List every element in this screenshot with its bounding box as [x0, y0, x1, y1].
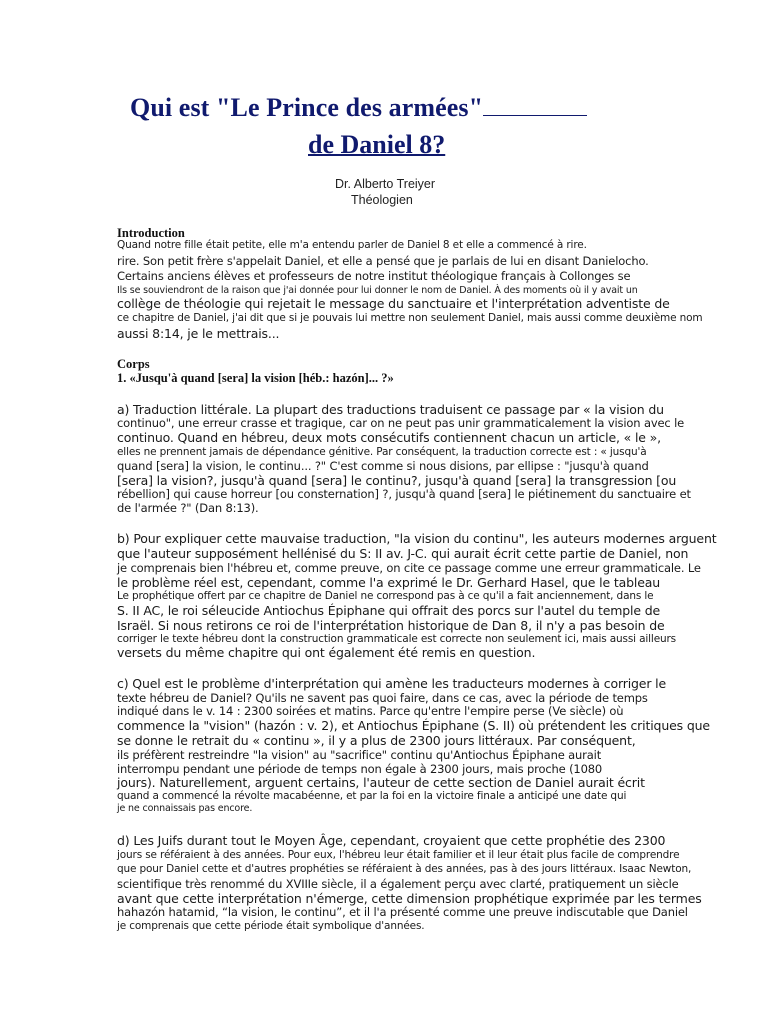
author-role: Théologien — [351, 193, 413, 207]
paragraph-b-line: b) Pour expliquer cette mauvaise traduction, "la vision du continu", les auteurs modernes arguent — [117, 531, 717, 546]
paragraph-c-line: indiqué dans le v. 14 : 2300 soirées et matins. Parce qu'entre l'empire perse (Ve siècle) où — [117, 704, 624, 718]
intro-line: collège de théologie qui rejetait le message du sanctuaire et l'interprétation adventiste de — [117, 296, 670, 311]
paragraph-c-line: se donne le retrait du « continu », il y a plus de 2300 jours littéraux. Par conséquent, — [117, 733, 636, 748]
paragraph-a-line: elles ne prennent jamais de dépendance génitive. Par conséquent, la traduction correcte est : « jusqu'à — [117, 446, 647, 458]
paragraph-a-line: rébellion] qui cause horreur [ou consternation] ?, jusqu'à quand [sera] le piétinement du sanctuaire et — [117, 487, 691, 501]
paragraph-a-line: continuo. Quand en hébreu, deux mots consécutifs contiennent chacun un article, « le », — [117, 430, 661, 445]
paragraph-b-line: versets du même chapitre qui ont également été remis en question. — [117, 645, 536, 660]
corps-heading: Corps — [117, 357, 150, 371]
title-line-2: de Daniel 8? — [308, 130, 446, 159]
paragraph-d-line: je comprenais que cette période était symbolique d'années. — [117, 920, 425, 932]
paragraph-a-line: continuo", une erreur crasse et tragique, car on ne peut pas unir grammaticalement la vision avec le — [117, 416, 685, 430]
paragraph-b-line: Le prophétique offert par ce chapitre de Daniel ne correspond pas à ce qu'il a fait anciennement, dans le — [117, 590, 654, 602]
paragraph-c-line: ils préfèrent restreindre "la vision" au "sacrifice" continu qu'Antiochus Épiphane aurait — [117, 748, 602, 762]
paragraph-b-line: le problème réel est, cependant, comme l'a exprimé le Dr. Gerhard Hasel, que le tableau — [117, 575, 661, 590]
title-line-1-text: Qui est "Le Prince des armées" — [130, 93, 484, 122]
introduction-heading: Introduction — [117, 226, 185, 240]
title-underline-trail — [483, 95, 587, 116]
paragraph-b-line: corriger le texte hébreu dont la construction grammaticale est correcte non seulement ici, mais aussi ailleurs — [117, 633, 677, 645]
paragraph-b-line: que l'auteur supposément hellénisé du S: II av. J-C. qui aurait écrit cette partie de Daniel, non — [117, 546, 689, 561]
paragraph-c-line: commence la "vision" (hazón : v. 2), et Antiochus Épiphane (S. II) où prétendent les critiques que — [117, 718, 710, 733]
paragraph-c-line: je ne connaissais pas encore. — [117, 803, 253, 814]
paragraph-d-line: hahazón hatamid, “la vision, le continu”, et il l'a présenté comme une preuve indiscutable que Daniel — [117, 905, 688, 919]
paragraph-b-line: je comprenais bien l'hébreu et, comme preuve, on cite ce passage comme une erreur grammaticale. Le — [117, 561, 701, 575]
paragraph-a-line: de l'armée ?" (Dan 8:13). — [117, 501, 259, 515]
paragraph-c-line: texte hébreu de Daniel? Qu'ils ne savent pas quoi faire, dans ce cas, avec la période de temps — [117, 691, 648, 705]
paragraph-d-line: jours se référaient à des années. Pour eux, l'hébreu leur était familier et il leur était plus facile de comprendre — [117, 849, 680, 861]
intro-line: rire. Son petit frère s'appelait Daniel, et elle a pensé que je parlais de lui en disant Danielocho. — [117, 254, 649, 268]
author-name: Dr. Alberto Treiyer — [335, 177, 436, 191]
paragraph-d-line: d) Les Juifs durant tout le Moyen Âge, cependant, croyaient que cette prophétie des 2300 — [117, 833, 666, 848]
paragraph-d-line: scientifique très renommé du XVIIIe siècle, il a également perçu avec clarté, pratiquement un siècle — [117, 877, 679, 891]
paragraph-b-line: S. II AC, le roi séleucide Antiochus Épiphane qui offrait des porcs sur l'autel du temple de — [117, 603, 661, 618]
paragraph-b-line: Israël. Si nous retirons ce roi de l'interprétation historique de Dan 8, il n'y a pas besoin de — [117, 618, 665, 633]
section-1-heading: 1. «Jusqu'à quand [sera] la vision [héb.: hazón]... ?» — [117, 371, 394, 385]
paragraph-a-line: [sera] la vision?, jusqu'à quand [sera] le continu?, jusqu'à quand [sera] la transgression [ou — [117, 473, 677, 488]
intro-line: Certains anciens élèves et professeurs de notre institut théologique français à Collonges se — [117, 269, 631, 283]
paragraph-a-line: quand [sera] la vision, le continu... ?" C'est comme si nous disions, par ellipse : "jusqu'à quand — [117, 459, 649, 473]
paragraph-c-line: c) Quel est le problème d'interprétation qui amène les traducteurs modernes à corriger le — [117, 676, 667, 691]
title-line-1 — [130, 93, 587, 123]
paragraph-d-line: avant que cette interprétation n'émerge, cette dimension prophétique exprimée par les termes — [117, 891, 702, 906]
intro-line: aussi 8:14, je le mettrais... — [117, 326, 280, 341]
paragraph-c-line: quand a commencé la révolte macabéenne, et par la foi en la victoire finale a anticipé une date qui — [117, 790, 627, 802]
paragraph-d-line: que pour Daniel cette et d'autres prophéties se référaient à des années, pas à des jours littéraux. Isaac Newton, — [117, 863, 692, 875]
intro-line: ce chapitre de Daniel, j'ai dit que si je pouvais lui mettre non seulement Daniel, mais aussi comme deuxième nom — [117, 312, 703, 324]
intro-line: Quand notre fille était petite, elle m'a entendu parler de Daniel 8 et elle a commencé à rire. — [117, 239, 587, 251]
paragraph-a-line: a) Traduction littérale. La plupart des traductions traduisent ce passage par « la vision du — [117, 402, 664, 417]
intro-line: Ils se souviendront de la raison que j'ai donnée pour lui donner le nom de Daniel. À des moments où il y avait un — [117, 285, 638, 296]
paragraph-c-line: interrompu pendant une période de temps non égale à 2300 jours, mais proche (1080 — [117, 762, 603, 776]
paragraph-c-line: jours). Naturellement, arguent certains, l'auteur de cette section de Daniel aurait écrit — [117, 775, 645, 790]
